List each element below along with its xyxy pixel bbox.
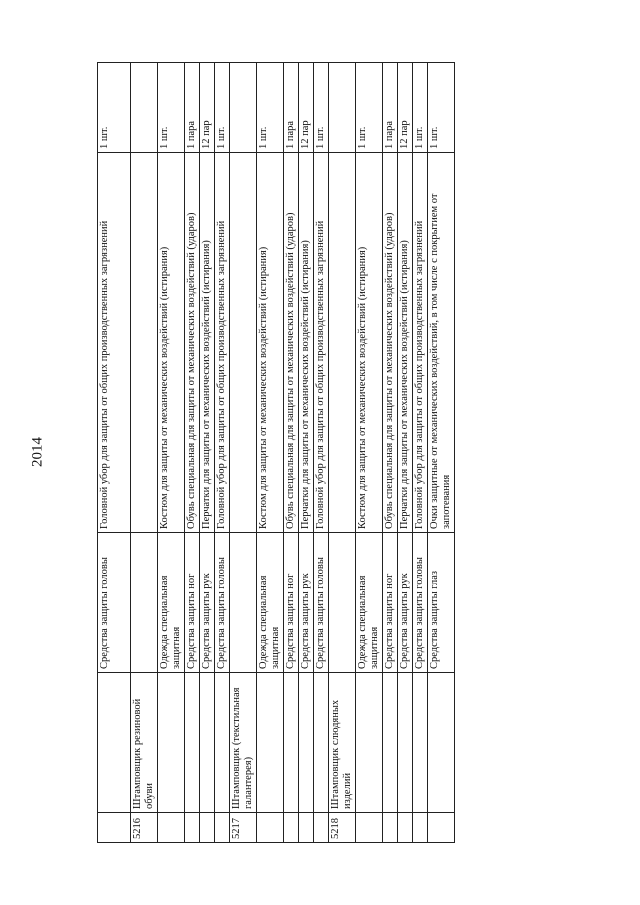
- item-cell: Головной убор для защиты от общих производственных загрязнений: [413, 153, 428, 533]
- category-cell: Одежда специальная защитная: [158, 533, 185, 673]
- qty-cell: 1 пара: [284, 63, 299, 153]
- category-cell: Средства защиты головы: [98, 533, 131, 673]
- item-cell: [230, 153, 257, 533]
- table-row: [356, 63, 383, 843]
- qty-cell: [131, 63, 158, 153]
- category-cell: [131, 533, 158, 673]
- code-cell: [413, 813, 428, 843]
- profession-cell: [356, 673, 383, 813]
- qty-cell: 1 шт.: [413, 63, 428, 153]
- table-row: [428, 63, 455, 843]
- category-cell: Средства защиты головы: [413, 533, 428, 673]
- category-cell: Средства защиты ног: [185, 533, 200, 673]
- code-cell: [98, 813, 131, 843]
- category-cell: Одежда специальная защитная: [356, 533, 383, 673]
- category-cell: Средства защиты головы: [314, 533, 329, 673]
- item-cell: Перчатки для защиты от механических воздействий (истирания): [200, 153, 215, 533]
- code-cell: [398, 813, 413, 843]
- code-cell: [356, 813, 383, 843]
- qty-cell: [329, 63, 356, 153]
- table-row: [314, 63, 329, 843]
- rotated-page: [97, 63, 640, 843]
- code-cell: 5218: [329, 813, 356, 843]
- item-cell: Очки защитные от механических воздействий, в том числе с покрытием от запотевания: [428, 153, 455, 533]
- code-cell: [257, 813, 284, 843]
- profession-cell: [158, 673, 185, 813]
- category-cell: Средства защиты ног: [383, 533, 398, 673]
- item-cell: Костюм для защиты от механических воздействий (истирания): [356, 153, 383, 533]
- item-cell: Перчатки для защиты от механических воздействий (истирания): [398, 153, 413, 533]
- qty-cell: 1 шт.: [428, 63, 455, 153]
- profession-cell: [314, 673, 329, 813]
- item-cell: [131, 153, 158, 533]
- category-cell: Средства защиты ног: [284, 533, 299, 673]
- qty-cell: 12 пар: [398, 63, 413, 153]
- item-cell: [329, 153, 356, 533]
- category-cell: [329, 533, 356, 673]
- table-row: [398, 63, 413, 843]
- profession-cell: [428, 673, 455, 813]
- code-cell: [200, 813, 215, 843]
- ppe-table: [97, 62, 455, 843]
- table-row: [98, 63, 131, 843]
- table-row: [185, 63, 200, 843]
- table-wrapper: [97, 63, 640, 843]
- qty-cell: 1 шт.: [98, 63, 131, 153]
- item-cell: Обувь специальная для защиты от механических воздействий (ударов): [383, 153, 398, 533]
- qty-cell: 1 пара: [185, 63, 200, 153]
- table-row: [329, 63, 356, 843]
- profession-cell: [215, 673, 230, 813]
- qty-cell: 1 шт.: [215, 63, 230, 153]
- code-cell: [284, 813, 299, 843]
- category-cell: Средства защиты глаз: [428, 533, 455, 673]
- item-cell: Головной убор для защиты от общих производственных загрязнений: [314, 153, 329, 533]
- category-cell: Средства защиты рук: [299, 533, 314, 673]
- profession-cell: [185, 673, 200, 813]
- profession-cell: [299, 673, 314, 813]
- item-cell: Костюм для защиты от механических воздействий (истирания): [257, 153, 284, 533]
- category-cell: Средства защиты рук: [398, 533, 413, 673]
- item-cell: Головной убор для защиты от общих производственных загрязнений: [98, 153, 131, 533]
- code-cell: 5216: [131, 813, 158, 843]
- item-cell: Обувь специальная для защиты от механических воздействий (ударов): [284, 153, 299, 533]
- code-cell: 5217: [230, 813, 257, 843]
- table-row: [383, 63, 398, 843]
- qty-cell: 1 шт.: [314, 63, 329, 153]
- category-cell: Средства защиты головы: [215, 533, 230, 673]
- table-row: [215, 63, 230, 843]
- page-number: 2014: [29, 437, 46, 467]
- profession-cell: [383, 673, 398, 813]
- code-cell: [314, 813, 329, 843]
- qty-cell: 12 пар: [299, 63, 314, 153]
- qty-cell: 1 шт.: [257, 63, 284, 153]
- code-cell: [428, 813, 455, 843]
- profession-cell: [398, 673, 413, 813]
- qty-cell: [230, 63, 257, 153]
- table-row: [200, 63, 215, 843]
- profession-cell: [98, 673, 131, 813]
- table-row: [284, 63, 299, 843]
- profession-cell: [284, 673, 299, 813]
- code-cell: [158, 813, 185, 843]
- category-cell: Одежда специальная защитная: [257, 533, 284, 673]
- table-row: [257, 63, 284, 843]
- table-row: [158, 63, 185, 843]
- item-cell: Перчатки для защиты от механических воздействий (истирания): [299, 153, 314, 533]
- qty-cell: 1 шт.: [158, 63, 185, 153]
- profession-cell: Штамповщик слюдяных изделий: [329, 673, 356, 813]
- code-cell: [299, 813, 314, 843]
- item-cell: Головной убор для защиты от общих производственных загрязнений: [215, 153, 230, 533]
- category-cell: Средства защиты рук: [200, 533, 215, 673]
- item-cell: Обувь специальная для защиты от механических воздействий (ударов): [185, 153, 200, 533]
- item-cell: Костюм для защиты от механических воздействий (истирания): [158, 153, 185, 533]
- code-cell: [185, 813, 200, 843]
- code-cell: [383, 813, 398, 843]
- qty-cell: 12 пар: [200, 63, 215, 153]
- table-row: [131, 63, 158, 843]
- profession-cell: [200, 673, 215, 813]
- table-row: [299, 63, 314, 843]
- table-row: [413, 63, 428, 843]
- qty-cell: 1 шт.: [356, 63, 383, 153]
- profession-cell: [257, 673, 284, 813]
- category-cell: [230, 533, 257, 673]
- profession-cell: Штамповщик резиновой обуви: [131, 673, 158, 813]
- table-row: [230, 63, 257, 843]
- profession-cell: Штамповщик (текстильная галантерея): [230, 673, 257, 813]
- code-cell: [215, 813, 230, 843]
- profession-cell: [413, 673, 428, 813]
- qty-cell: 1 пара: [383, 63, 398, 153]
